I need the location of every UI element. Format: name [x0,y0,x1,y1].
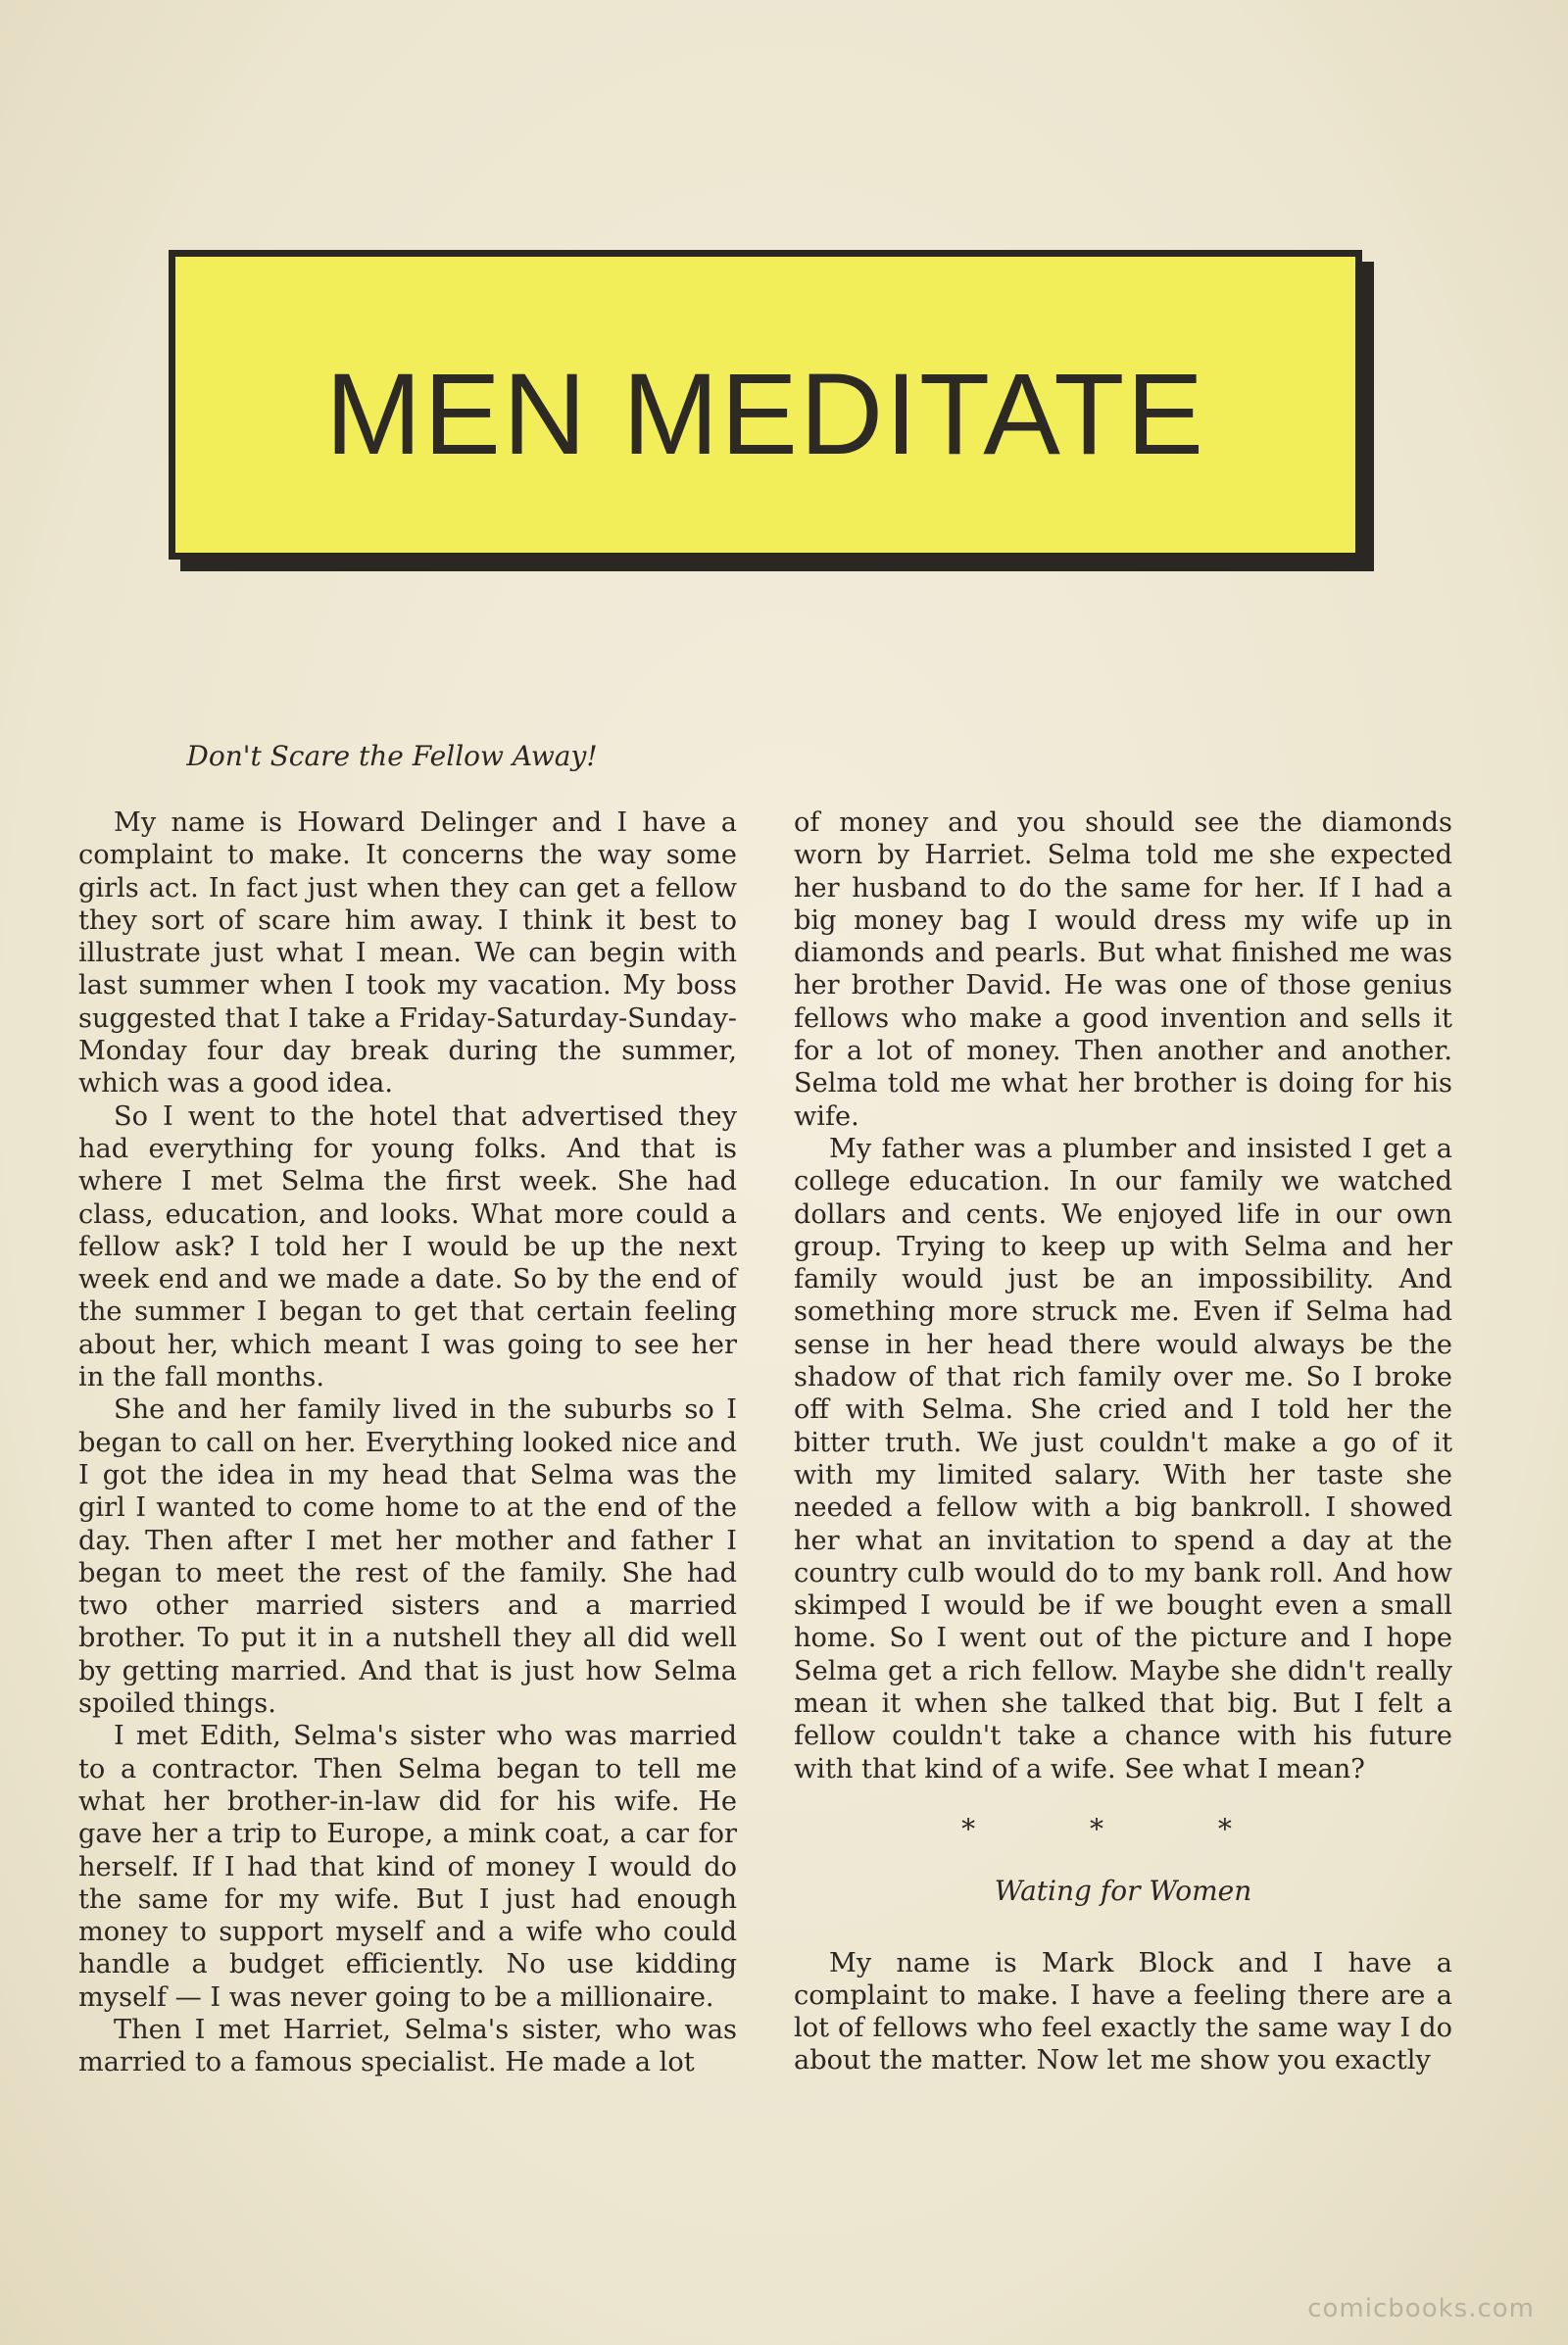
story2-heading: Wating for Women [994,1875,1252,1908]
paragraph: Then I met Harriet, Selma's sister, who was married to a famous specialist. He made a lot [78,2014,737,2078]
paragraph: of money and you should see the diamonds worn by Harriet. Selma told me she expected her husband to do the same for her. If I had a big money bag I would dress my wife up in diamonds and pearls. But what finished me was her brother David. He was one of those genius fellows who make a good invention and sells it for a lot of money. Then another and another. Selma told me what her brother is doing for his wife. [794,807,1452,1132]
paragraph: My name is Mark Block and I have a complaint to make. I have a feeling there are a lot of fellows who feel exactly the same way I do about the matter. Now let me show you exactly [794,1947,1452,2076]
paragraph: My father was a plumber and insisted I get a college education. In our family we watched dollars and cents. We enjoyed life in our own group. Trying to keep up with Selma and her family would just be an impossibility. And something more struck me. Even if Selma had sense in her head there would always be the shadow of that rich family over me. So I broke off with Selma. She cried and I told her the bitter truth. We just couldn't make a go of it with my limited salary. With her taste she needed a fellow with a big bankroll. I showed her what an invitation to spend a day at the country culb would do to my bank roll. And how skimped I would be if we bought even a small home. So I went out of the picture and I hope Selma get a rich fellow. Maybe she didn't really mean it when she talked that big. But I felt a fellow couldn't take a chance with his future with that kind of a wife. See what I mean? [794,1133,1452,1784]
watermark: comicbooks.com [1307,2294,1535,2323]
right-column [794,806,1452,2077]
paragraph: I met Edith, Selma's sister who was married to a contractor. Then Selma began to tell me what her brother-in-law did for his wife. He gave her a trip to Europe, a mink coat, a car for herself. If I had that kind of money I would do the same for my wife. But I just had enough money to support myself and a wife who could handle a budget efficiently. No use kidding myself — I was never going to be a millionaire. [78,1721,737,2013]
title-banner [169,250,1362,560]
paragraph: She and her family lived in the suburbs so I began to call on her. Everything looked nice and I got the idea in my head that Selma was the girl I wanted to come home to at the end of the day. Then after I met her mother and father I began to meet the rest of the family. She had two other married sisters and a married brother. To put it in a nutshell they all did well by getting married. And that is just how Selma spoiled things. [78,1394,737,1720]
section-separator: * * * [961,1812,1285,1845]
story1-heading: Don't Scare the Fellow Away! [186,740,598,772]
left-column [78,806,737,2079]
paragraph: My name is Howard Delinger and I have a complaint to make. It concerns the way some girls act. In fact just when they can get a fellow they sort of scare him away. I think it best to illustrate just what I mean. We can begin with last summer when I took my vacation. My boss suggested that I take a Friday-Saturday-Sunday-Monday four day break during the summer, which was a good idea. [78,807,737,1099]
paragraph: So I went to the hotel that advertised they had everything for young folks. And that is where I met Selma the first week. She had class, education, and looks. What more could a fellow ask? I told her I would be up the next week end and we made a date. So by the end of the summer I began to get that certain feeling about her, which meant I was going to see her in the fall months. [78,1100,737,1393]
page-title: MEN MEDITATE [324,350,1206,479]
